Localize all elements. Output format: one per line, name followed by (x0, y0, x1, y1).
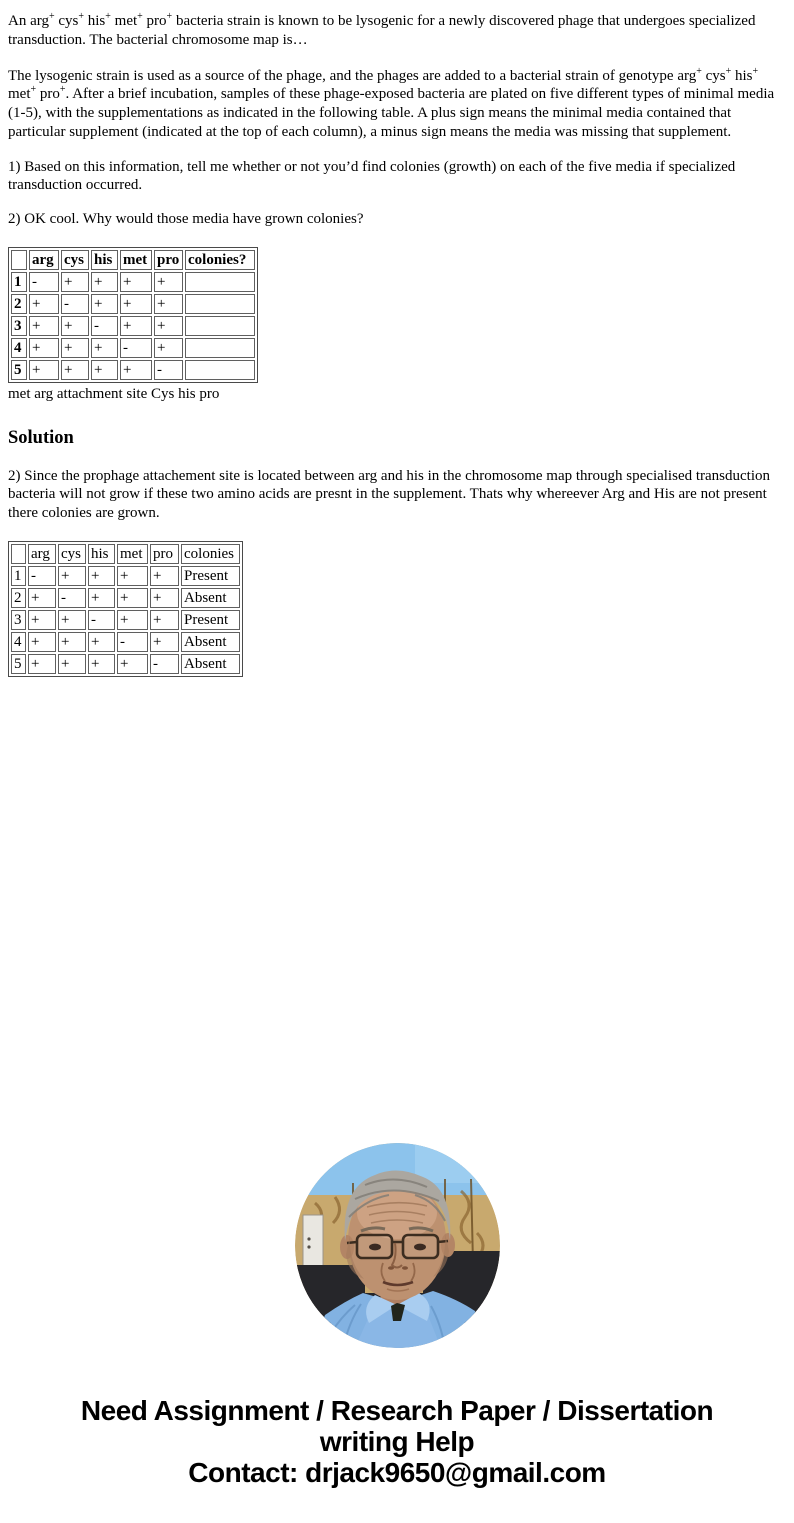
row-label-cell: 4 (11, 338, 27, 358)
table-row (11, 272, 255, 292)
intro-paragraph: An arg+ cys+ his+ met+ pro+ bacteria strain is known to be lysogenic for a newly discovered phage that undergoes specialized transduction. The bacterial chromosome map is… (8, 11, 756, 48)
footer-banner (8, 1395, 786, 1488)
header-cell: colonies (181, 544, 240, 564)
value-cell: + (29, 360, 59, 380)
value-cell: + (91, 294, 118, 314)
value-cell: + (88, 632, 115, 652)
value-cell: + (120, 294, 152, 314)
media-supplement-question-table (8, 247, 258, 383)
value-cell (185, 360, 255, 380)
table-row (11, 360, 255, 380)
value-cell: + (61, 338, 89, 358)
value-cell: + (154, 272, 183, 292)
table-row (11, 632, 240, 652)
solution-heading: Solution (8, 427, 74, 448)
row-label-cell: 5 (11, 654, 26, 674)
table-row (11, 316, 255, 336)
value-cell: + (28, 654, 56, 674)
value-cell: - (58, 588, 86, 608)
value-cell: + (150, 632, 179, 652)
value-cell: + (117, 610, 148, 630)
footer-help-line-2: writing Help (319, 1425, 475, 1457)
value-cell: + (91, 360, 118, 380)
value-cell: Absent (181, 588, 240, 608)
row-label-cell: 3 (11, 610, 26, 630)
value-cell: + (58, 654, 86, 674)
table-row (11, 588, 240, 608)
value-cell: - (28, 566, 56, 586)
table-row (11, 566, 240, 586)
value-cell: + (28, 610, 56, 630)
row-label-cell: 5 (11, 360, 27, 380)
value-cell: + (61, 272, 89, 292)
value-cell: + (150, 588, 179, 608)
value-cell: + (117, 588, 148, 608)
header-cell: met (120, 250, 152, 270)
row-label-cell: 3 (11, 316, 27, 336)
value-cell: + (91, 338, 118, 358)
value-cell: - (88, 610, 115, 630)
value-cell: - (29, 272, 59, 292)
row-label-cell: 1 (11, 566, 26, 586)
value-cell: Absent (181, 632, 240, 652)
elderly-man-portrait-icon (295, 1143, 500, 1348)
question-1: 1) Based on this information, tell me whether or not you’d find colonies (growth) on each of the five media if specialized transduction occurred. (8, 158, 736, 194)
value-cell: + (88, 566, 115, 586)
header-cell (11, 250, 27, 270)
value-cell: + (29, 294, 59, 314)
footer-contact-line: Contact: drjack9650@gmail.com (188, 1456, 606, 1488)
header-cell: his (91, 250, 118, 270)
value-cell (185, 338, 255, 358)
value-cell: - (120, 338, 152, 358)
value-cell: - (91, 316, 118, 336)
setup-paragraph: The lysogenic strain is used as a source of the phage, and the phages are added to a bacterial strain of genotype arg+ cys+ his+ met+ pro+. After a brief incubation, samples of these phage-exposed bacteria are plated on five different types of minimal media (1-5), with the supplementations as indicated in the following table. A plus sign means the minimal media contained that particular supplement (indicated at the top of each column), a minus sign means the media was missing that supplement. (8, 65, 775, 140)
value-cell: Absent (181, 654, 240, 674)
tutor-avatar (295, 1143, 500, 1348)
value-cell: - (61, 294, 89, 314)
value-cell (185, 272, 255, 292)
value-cell: + (61, 360, 89, 380)
media-supplement-answer-table (8, 541, 243, 677)
row-label-cell: 4 (11, 632, 26, 652)
value-cell: + (61, 316, 89, 336)
table-row (11, 610, 240, 630)
value-cell: + (117, 566, 148, 586)
header-cell: met (117, 544, 148, 564)
header-cell: arg (29, 250, 59, 270)
value-cell (185, 316, 255, 336)
header-cell: pro (154, 250, 183, 270)
question-2: 2) OK cool. Why would those media have grown colonies? (8, 211, 364, 227)
header-cell: colonies? (185, 250, 255, 270)
value-cell: + (154, 316, 183, 336)
value-cell: + (117, 654, 148, 674)
value-cell (185, 294, 255, 314)
header-cell: arg (28, 544, 56, 564)
table-row (11, 338, 255, 358)
table-header-row (11, 250, 255, 270)
value-cell: + (29, 338, 59, 358)
solution-paragraph: 2) Since the prophage attachement site is located between arg and his in the chromosome map through specialised transduction bacteria will not grow if these two amino acids are presnt in the supplement. Thats why whereever Arg and His are not present there colonies are grown. (8, 467, 770, 522)
value-cell: + (91, 272, 118, 292)
value-cell: + (58, 566, 86, 586)
row-label-cell: 2 (11, 294, 27, 314)
header-cell: pro (150, 544, 179, 564)
value-cell: + (120, 272, 152, 292)
header-cell: cys (58, 544, 86, 564)
value-cell: - (150, 654, 179, 674)
row-label-cell: 1 (11, 272, 27, 292)
value-cell: + (150, 610, 179, 630)
value-cell: Present (181, 566, 240, 586)
value-cell: + (58, 610, 86, 630)
value-cell: + (120, 360, 152, 380)
row-label-cell: 2 (11, 588, 26, 608)
value-cell: + (88, 654, 115, 674)
value-cell: + (88, 588, 115, 608)
value-cell: - (154, 360, 183, 380)
value-cell: + (29, 316, 59, 336)
footer-help-line-1: Need Assignment / Research Paper / Dissertation (80, 1394, 714, 1426)
value-cell: + (120, 316, 152, 336)
chromosome-map-caption: met arg attachment site Cys his pro (8, 385, 220, 402)
value-cell: + (58, 632, 86, 652)
value-cell: + (154, 338, 183, 358)
table-row (11, 654, 240, 674)
value-cell: Present (181, 610, 240, 630)
value-cell: + (150, 566, 179, 586)
header-cell: cys (61, 250, 89, 270)
value-cell: - (117, 632, 148, 652)
value-cell: + (154, 294, 183, 314)
header-cell (11, 544, 26, 564)
value-cell: + (28, 632, 56, 652)
header-cell: his (88, 544, 115, 564)
value-cell: + (28, 588, 56, 608)
table-header-row (11, 544, 240, 564)
table-row (11, 294, 255, 314)
